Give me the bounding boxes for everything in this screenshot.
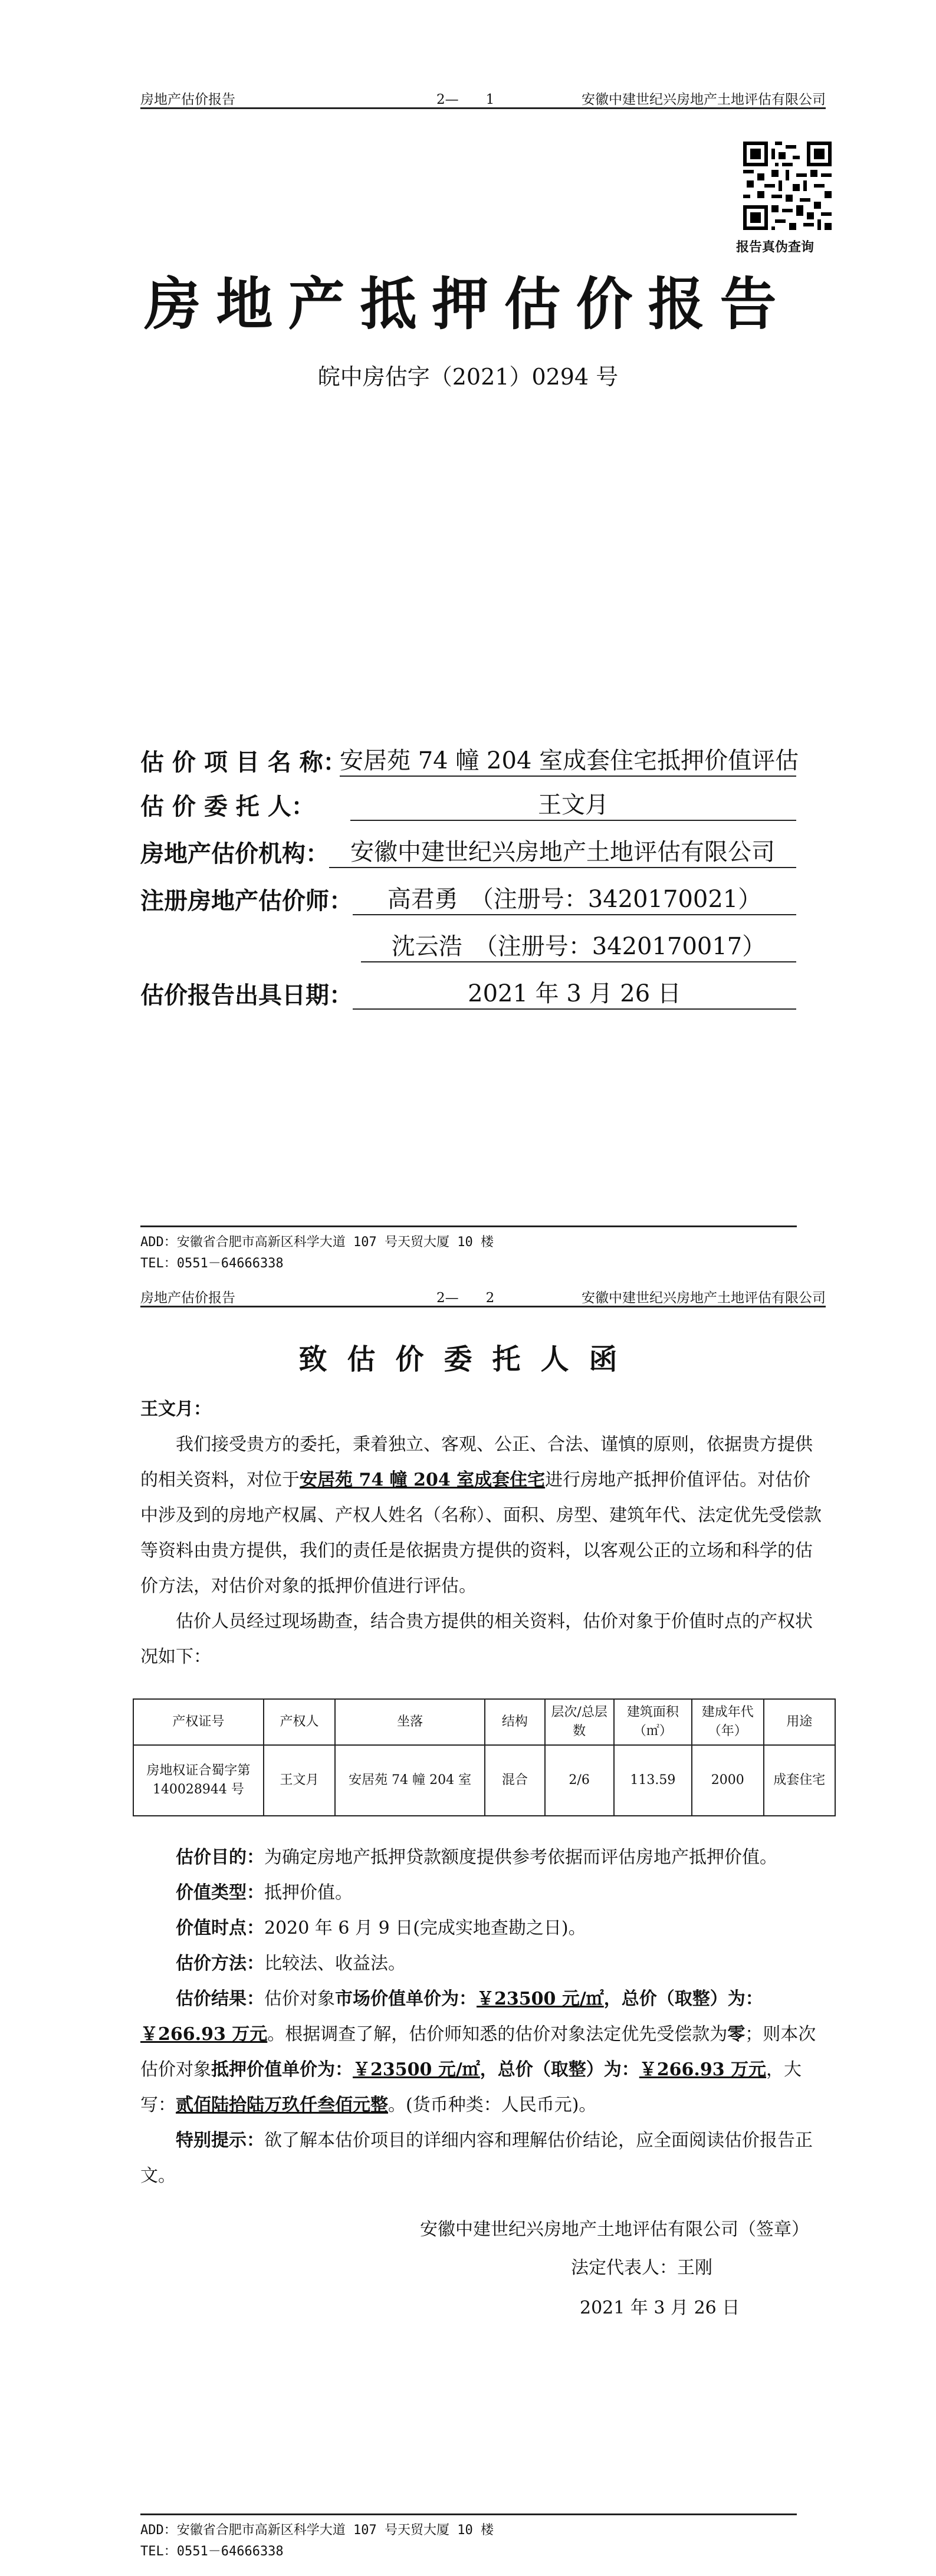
table-cell: 安居苑 74 幢 204 室: [335, 1745, 485, 1816]
letter-body: [140, 1392, 826, 1675]
page-header: [140, 88, 826, 109]
field-label: 估 价 委 托 人：: [140, 793, 315, 820]
field-value: 安居苑 74 幢 204 室成套住宅抵押价值评估: [340, 746, 796, 777]
salutation: 王文月：: [140, 1399, 211, 1420]
signature-representative: 法定代表人：王刚: [571, 2258, 712, 2278]
table-cell: 王文月: [264, 1745, 335, 1816]
table-cell: 混合: [485, 1745, 545, 1816]
footer-phone: TEL：0551－64666338: [140, 2544, 284, 2559]
header-left: 房地产估价报告: [140, 92, 235, 107]
field-appraiser-1: [140, 885, 762, 918]
table-row: [133, 1745, 835, 1816]
table-cell: 113.59: [614, 1745, 692, 1816]
page-footer: [140, 2513, 797, 2562]
footer-phone: TEL：0551－64666338: [140, 1256, 284, 1271]
signature-company: 安徽中建世纪兴房地产土地评估有限公司（签章）: [420, 2219, 809, 2240]
footer-divider: [140, 2513, 797, 2515]
header-left: 房地产估价报告: [140, 1290, 235, 1306]
table-header: 用途: [764, 1699, 836, 1745]
property-address: 安居苑 74 幢 204 室成套住宅: [300, 1470, 546, 1490]
footer-address: ADD：安徽省合肥市高新区科学大道 107 号天贸大厦 10 楼: [140, 1235, 494, 1250]
market-unit-price: ￥23500 元/㎡: [477, 1989, 604, 2009]
market-total-price: ￥266.93 万元: [140, 2024, 268, 2045]
paragraph-survey: 估价人员经过现场勘查，结合贵方提供的相关资料，估价对象于价值时点的产权状况如下：: [140, 1611, 813, 1667]
table-header: 建成年代（年）: [692, 1699, 763, 1745]
amount-in-words: 贰佰陆拾陆万玖仟叁佰元整: [176, 2095, 388, 2115]
field-project-name: [140, 746, 799, 779]
table-header-row: [133, 1699, 835, 1745]
table-header: 结构: [485, 1699, 545, 1745]
table-header: 建筑面积（㎡）: [614, 1699, 692, 1745]
field-label: 估 价 项 目 名 称：: [140, 748, 347, 776]
page-footer: [140, 1225, 797, 1274]
qr-code-icon[interactable]: [743, 142, 832, 230]
report-title: 房地产抵押估价报告: [144, 271, 792, 337]
page-header: [140, 1287, 826, 1307]
footer-divider: [140, 1225, 797, 1227]
field-client: [140, 790, 609, 823]
paragraph-commission: 我们接受贵方的委托，秉着独立、客观、公正、合法、谨慎的原则，依据贵方提供的相关资料，对位于安居苑 74 幢 204 室成套住宅进行房地产抵押价值评估。对估价中涉及到的房地产权属、产权人姓名（名称）、面积、房型、建筑年代、法定优先受偿款等资料由贵方提供，我们的责任是依据贵方提供的资料，以客观公正的立场和科学的估价方法，对估价对象的抵押价值进行评估。: [140, 1434, 822, 1596]
letter-title: 致估价委托人函: [298, 1343, 638, 1376]
qr-verify-label: 报告真伪查询: [736, 240, 815, 255]
field-report-date: [140, 979, 681, 1012]
field-value: 高君勇 （注册号：3420170021）: [353, 885, 796, 915]
value-date-line: 价值时点：2020 年 6 月 9 日(完成实地查勘之日)。: [176, 1918, 586, 1938]
table-cell: 2/6: [545, 1745, 614, 1816]
table-header: 产权人: [264, 1699, 335, 1745]
special-note: 特别提示：欲了解本估价项目的详细内容和理解估价结论，应全面阅读估价报告正文。: [140, 2130, 813, 2186]
report-number: 皖中房估字（2021）0294 号: [317, 364, 619, 390]
table-cell: 房地权证合蜀字第140028944 号: [133, 1745, 264, 1816]
appraisal-details: [140, 1840, 830, 2194]
purpose-line: 估价目的：为确定房地产抵押贷款额度提供参考依据而评估房地产抵押价值。: [176, 1847, 777, 1868]
table-cell: 2000: [692, 1745, 763, 1816]
cover-page: [0, 0, 936, 1286]
header-page-number: 2— 1: [436, 92, 495, 107]
field-value: 2021 年 3 月 26 日: [353, 979, 796, 1010]
signature-date: 2021 年 3 月 26 日: [580, 2298, 740, 2318]
field-value: 王文月: [350, 790, 796, 821]
table-cell: 成套住宅: [764, 1745, 836, 1816]
property-table: [133, 1698, 836, 1816]
mortgage-total-price: ￥266.93 万元: [639, 2059, 767, 2080]
field-label: 估价报告出具日期：: [140, 981, 353, 1009]
field-value: 安徽中建世纪兴房地产土地评估有限公司: [329, 837, 796, 868]
field-agency: [140, 837, 775, 870]
field-value: 沈云浩 （注册号：3420170017）: [361, 932, 796, 962]
mortgage-unit-price: ￥23500 元/㎡: [353, 2059, 480, 2080]
table-header: 坐落: [335, 1699, 485, 1745]
field-label: 注册房地产估价师：: [140, 887, 353, 915]
method-line: 估价方法：比较法、收益法。: [176, 1953, 406, 1974]
header-company: 安徽中建世纪兴房地产土地评估有限公司: [582, 92, 826, 107]
table-header: 产权证号: [133, 1699, 264, 1745]
footer-address: ADD：安徽省合肥市高新区科学大道 107 号天贸大厦 10 楼: [140, 2523, 494, 2538]
field-label: 房地产估价机构：: [140, 840, 329, 868]
value-type-line: 价值类型：抵押价值。: [176, 1882, 353, 1903]
result-paragraph: 估价结果：估价对象市场价值单价为：￥23500 元/㎡，总价（取整）为：￥266.93 万元。根据调查了解，估价师知悉的估价对象法定优先受偿款为零；则本次估价对象抵押价值单价为：￥23500 元/㎡，总价（取整）为：￥266.93 万元，大写：贰佰陆拾陆万玖仟叁佰元整。(货币种类：人民币元)。: [140, 1989, 816, 2115]
header-page-number: 2— 2: [436, 1290, 495, 1306]
table-header: 层次/总层数: [545, 1699, 614, 1745]
header-company: 安徽中建世纪兴房地产土地评估有限公司: [582, 1290, 826, 1306]
